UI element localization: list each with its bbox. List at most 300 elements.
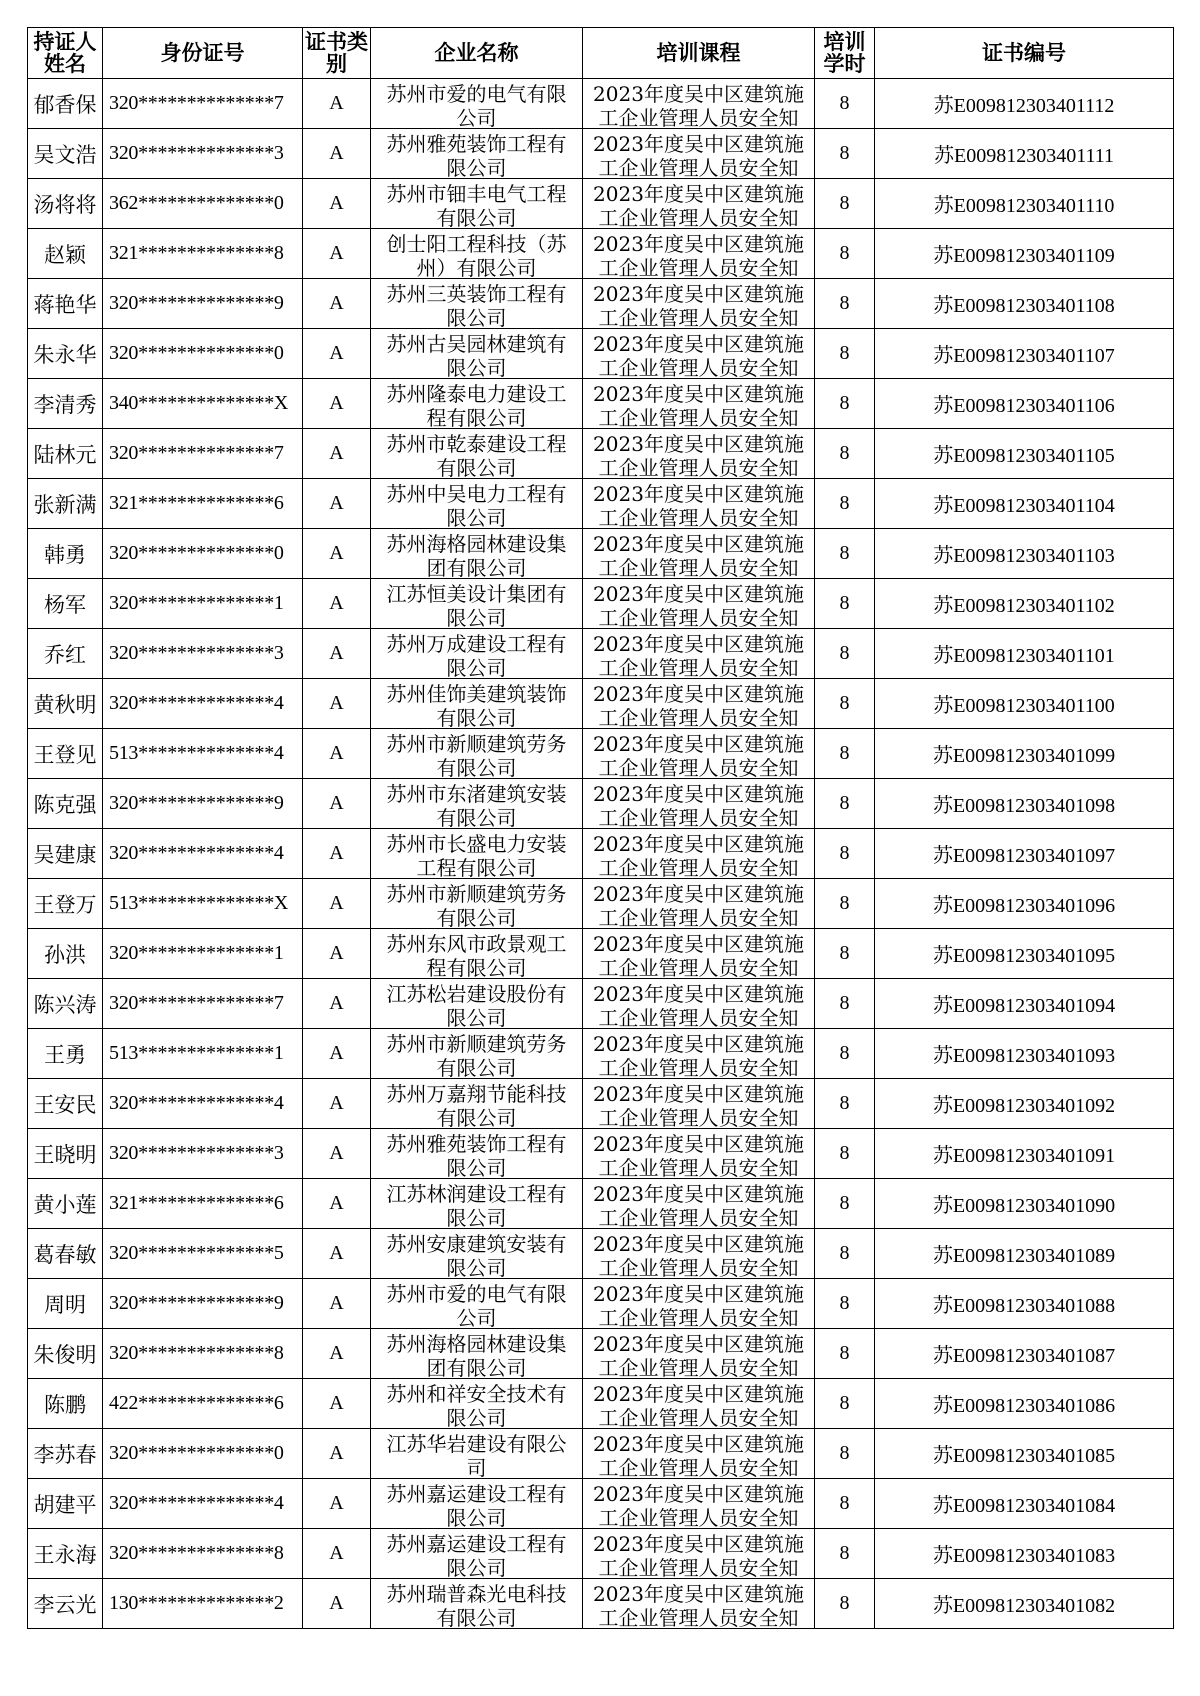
- id-number-cell: 320**************7: [103, 429, 303, 479]
- hours-cell: 8: [815, 379, 875, 429]
- id-number-cell: 320**************4: [103, 1079, 303, 1129]
- holder-name-cell: 乔红: [28, 629, 103, 679]
- hours-cell: 8: [815, 1129, 875, 1179]
- id-number-cell: 320**************0: [103, 1429, 303, 1479]
- table-row: [28, 979, 1174, 1029]
- table-row: [28, 1079, 1174, 1129]
- cert-type-cell: A: [303, 1579, 371, 1629]
- table-row: [28, 529, 1174, 579]
- holder-name-cell: 陆林元: [28, 429, 103, 479]
- hours-cell: 8: [815, 929, 875, 979]
- company-text: 江苏松岩建设股份有限公司: [386, 981, 567, 1028]
- company-text: 苏州市爱的电气有限公司: [386, 1281, 567, 1328]
- course-cell: [583, 679, 815, 729]
- id-number-cell: 320**************3: [103, 1129, 303, 1179]
- course-cell: [583, 329, 815, 379]
- cert-type-cell: A: [303, 1229, 371, 1279]
- holder-name-cell: 王登万: [28, 879, 103, 929]
- company-cell: [371, 579, 583, 629]
- table-row: [28, 629, 1174, 679]
- company-cell: [371, 679, 583, 729]
- hours-cell: 8: [815, 79, 875, 129]
- hours-cell: 8: [815, 1179, 875, 1229]
- course-cell: [583, 1129, 815, 1179]
- course-cell: [583, 429, 815, 479]
- course-text: 2023年度吴中区建筑施工企业管理人员安全知: [593, 181, 804, 228]
- hours-cell: 8: [815, 1429, 875, 1479]
- course-cell: [583, 1529, 815, 1579]
- id-number-cell: 513**************4: [103, 729, 303, 779]
- cert-type-cell: A: [303, 1179, 371, 1229]
- company-cell: [371, 1279, 583, 1329]
- course-text: 2023年度吴中区建筑施工企业管理人员安全知: [593, 1031, 804, 1078]
- cert-type-cell: A: [303, 779, 371, 829]
- cert-number-cell: 苏E009812303401106: [875, 379, 1174, 429]
- id-number-cell: 320**************3: [103, 129, 303, 179]
- holder-name-cell: 郁香保: [28, 79, 103, 129]
- table-row: [28, 379, 1174, 429]
- hours-cell: 8: [815, 979, 875, 1029]
- company-cell: [371, 629, 583, 679]
- course-text: 2023年度吴中区建筑施工企业管理人员安全知: [593, 1431, 804, 1478]
- table-body: [28, 79, 1174, 1629]
- company-text: 苏州市爱的电气有限公司: [386, 81, 567, 128]
- cert-type-cell: A: [303, 229, 371, 279]
- course-text: 2023年度吴中区建筑施工企业管理人员安全知: [593, 581, 804, 628]
- company-text: 江苏华岩建设有限公司: [386, 1431, 567, 1478]
- holder-name-cell: 葛春敏: [28, 1229, 103, 1279]
- company-text: 苏州万成建设工程有限公司: [386, 631, 567, 678]
- table-row: [28, 679, 1174, 729]
- cert-number-cell: 苏E009812303401109: [875, 229, 1174, 279]
- company-cell: [371, 929, 583, 979]
- course-text: 2023年度吴中区建筑施工企业管理人员安全知: [593, 931, 804, 978]
- company-cell: [371, 279, 583, 329]
- table-row: [28, 1179, 1174, 1229]
- id-number-cell: 320**************0: [103, 329, 303, 379]
- id-number-cell: 422**************6: [103, 1379, 303, 1429]
- cert-number-cell: 苏E009812303401092: [875, 1079, 1174, 1129]
- course-cell: [583, 79, 815, 129]
- course-text: 2023年度吴中区建筑施工企业管理人员安全知: [593, 1531, 804, 1578]
- course-cell: [583, 1429, 815, 1479]
- company-text: 苏州市东渚建筑安装有限公司: [386, 781, 567, 828]
- table-row: [28, 779, 1174, 829]
- id-number-cell: 320**************4: [103, 1479, 303, 1529]
- table-row: [28, 1229, 1174, 1279]
- company-cell: [371, 229, 583, 279]
- table-row: [28, 1329, 1174, 1379]
- hours-cell: 8: [815, 279, 875, 329]
- course-cell: [583, 1479, 815, 1529]
- id-number-cell: 321**************6: [103, 479, 303, 529]
- hours-cell: 8: [815, 1079, 875, 1129]
- company-text: 苏州和祥安全技术有限公司: [386, 1381, 567, 1428]
- id-number-cell: 320**************3: [103, 629, 303, 679]
- table-row: [28, 729, 1174, 779]
- cert-number-cell: 苏E009812303401086: [875, 1379, 1174, 1429]
- company-text: 苏州市钿丰电气工程有限公司: [386, 181, 567, 228]
- cert-number-cell: 苏E009812303401100: [875, 679, 1174, 729]
- course-text: 2023年度吴中区建筑施工企业管理人员安全知: [593, 131, 804, 178]
- company-cell: [371, 879, 583, 929]
- cert-type-cell: A: [303, 879, 371, 929]
- cert-type-cell: A: [303, 379, 371, 429]
- cert-number-cell: 苏E009812303401111: [875, 129, 1174, 179]
- id-number-cell: 320**************5: [103, 1229, 303, 1279]
- company-cell: [371, 479, 583, 529]
- hours-cell: 8: [815, 179, 875, 229]
- course-text: 2023年度吴中区建筑施工企业管理人员安全知: [593, 1281, 804, 1328]
- cert-type-cell: A: [303, 1029, 371, 1079]
- header-id-number: 身份证号: [103, 28, 303, 79]
- header-cert-type: 证书类别: [303, 28, 371, 79]
- company-text: 苏州海格园林建设集团有限公司: [386, 531, 567, 578]
- course-text: 2023年度吴中区建筑施工企业管理人员安全知: [593, 481, 804, 528]
- company-cell: [371, 1579, 583, 1629]
- id-number-cell: 320**************8: [103, 1329, 303, 1379]
- company-text: 苏州嘉运建设工程有限公司: [386, 1531, 567, 1578]
- hours-cell: 8: [815, 329, 875, 379]
- cert-type-cell: A: [303, 1129, 371, 1179]
- company-cell: [371, 529, 583, 579]
- table-row: [28, 1279, 1174, 1329]
- hours-cell: 8: [815, 1029, 875, 1079]
- company-cell: [371, 1029, 583, 1079]
- holder-name-cell: 陈克强: [28, 779, 103, 829]
- holder-name-cell: 吴文浩: [28, 129, 103, 179]
- cert-number-cell: 苏E009812303401095: [875, 929, 1174, 979]
- course-cell: [583, 879, 815, 929]
- course-cell: [583, 929, 815, 979]
- company-text: 苏州市新顺建筑劳务有限公司: [386, 731, 567, 778]
- company-cell: [371, 1329, 583, 1379]
- company-cell: [371, 829, 583, 879]
- company-text: 江苏恒美设计集团有限公司: [386, 581, 567, 628]
- cert-number-cell: 苏E009812303401084: [875, 1479, 1174, 1529]
- cert-type-cell: A: [303, 1279, 371, 1329]
- company-text: 苏州中吴电力工程有限公司: [386, 481, 567, 528]
- course-text: 2023年度吴中区建筑施工企业管理人员安全知: [593, 981, 804, 1028]
- course-cell: [583, 229, 815, 279]
- company-text: 苏州市新顺建筑劳务有限公司: [386, 881, 567, 928]
- company-text: 苏州市新顺建筑劳务有限公司: [386, 1031, 567, 1078]
- cert-number-cell: 苏E009812303401110: [875, 179, 1174, 229]
- cert-number-cell: 苏E009812303401085: [875, 1429, 1174, 1479]
- hours-cell: 8: [815, 479, 875, 529]
- cert-number-cell: 苏E009812303401097: [875, 829, 1174, 879]
- company-cell: [371, 79, 583, 129]
- hours-cell: 8: [815, 1329, 875, 1379]
- cert-type-cell: A: [303, 1429, 371, 1479]
- course-cell: [583, 1379, 815, 1429]
- cert-number-cell: 苏E009812303401088: [875, 1279, 1174, 1329]
- holder-name-cell: 王勇: [28, 1029, 103, 1079]
- company-cell: [371, 329, 583, 379]
- table-row: [28, 829, 1174, 879]
- table-row: [28, 1529, 1174, 1579]
- course-cell: [583, 1279, 815, 1329]
- course-text: 2023年度吴中区建筑施工企业管理人员安全知: [593, 781, 804, 828]
- company-cell: [371, 1429, 583, 1479]
- course-text: 2023年度吴中区建筑施工企业管理人员安全知: [593, 1081, 804, 1128]
- cert-type-cell: A: [303, 279, 371, 329]
- course-cell: [583, 1229, 815, 1279]
- cert-type-cell: A: [303, 1479, 371, 1529]
- company-cell: [371, 1479, 583, 1529]
- holder-name-cell: 黄秋明: [28, 679, 103, 729]
- holder-name-cell: 孙洪: [28, 929, 103, 979]
- company-text: 苏州安康建筑安装有限公司: [386, 1231, 567, 1278]
- table-row: [28, 429, 1174, 479]
- table-row: [28, 179, 1174, 229]
- hours-cell: 8: [815, 529, 875, 579]
- holder-name-cell: 黄小莲: [28, 1179, 103, 1229]
- table-row: [28, 1129, 1174, 1179]
- table-row: [28, 279, 1174, 329]
- id-number-cell: 340**************X: [103, 379, 303, 429]
- hours-cell: 8: [815, 1279, 875, 1329]
- id-number-cell: 320**************0: [103, 529, 303, 579]
- course-cell: [583, 629, 815, 679]
- cert-type-cell: A: [303, 179, 371, 229]
- cert-number-cell: 苏E009812303401094: [875, 979, 1174, 1029]
- hours-cell: 8: [815, 879, 875, 929]
- hours-cell: 8: [815, 129, 875, 179]
- cert-type-cell: A: [303, 1529, 371, 1579]
- cert-type-cell: A: [303, 629, 371, 679]
- course-text: 2023年度吴中区建筑施工企业管理人员安全知: [593, 1231, 804, 1278]
- course-cell: [583, 1329, 815, 1379]
- cert-number-cell: 苏E009812303401101: [875, 629, 1174, 679]
- holder-name-cell: 李云光: [28, 1579, 103, 1629]
- holder-name-cell: 陈兴涛: [28, 979, 103, 1029]
- company-text: 苏州雅苑装饰工程有限公司: [386, 131, 567, 178]
- company-text: 苏州三英装饰工程有限公司: [386, 281, 567, 328]
- cert-type-cell: A: [303, 529, 371, 579]
- cert-number-cell: 苏E009812303401083: [875, 1529, 1174, 1579]
- course-text: 2023年度吴中区建筑施工企业管理人员安全知: [593, 531, 804, 578]
- company-text: 苏州东风市政景观工程有限公司: [386, 931, 567, 978]
- cert-number-cell: 苏E009812303401087: [875, 1329, 1174, 1379]
- id-number-cell: 320**************1: [103, 929, 303, 979]
- cert-number-cell: 苏E009812303401093: [875, 1029, 1174, 1079]
- course-text: 2023年度吴中区建筑施工企业管理人员安全知: [593, 1331, 804, 1378]
- hours-cell: 8: [815, 829, 875, 879]
- course-text: 2023年度吴中区建筑施工企业管理人员安全知: [593, 1131, 804, 1178]
- company-text: 苏州隆泰电力建设工程有限公司: [386, 381, 567, 428]
- course-cell: [583, 579, 815, 629]
- holder-name-cell: 王永海: [28, 1529, 103, 1579]
- id-number-cell: 320**************9: [103, 279, 303, 329]
- course-cell: [583, 529, 815, 579]
- course-text: 2023年度吴中区建筑施工企业管理人员安全知: [593, 331, 804, 378]
- table-row: [28, 229, 1174, 279]
- cert-number-cell: 苏E009812303401082: [875, 1579, 1174, 1629]
- header-company: 企业名称: [371, 28, 583, 79]
- cert-number-cell: 苏E009812303401103: [875, 529, 1174, 579]
- company-cell: [371, 729, 583, 779]
- company-cell: [371, 1379, 583, 1429]
- cert-number-cell: 苏E009812303401102: [875, 579, 1174, 629]
- id-number-cell: 320**************1: [103, 579, 303, 629]
- hours-cell: 8: [815, 229, 875, 279]
- company-text: 苏州佳饰美建筑装饰有限公司: [386, 681, 567, 728]
- company-text: 创士阳工程科技（苏州）有限公司: [386, 231, 567, 278]
- holder-name-cell: 蒋艳华: [28, 279, 103, 329]
- hours-cell: 8: [815, 1379, 875, 1429]
- id-number-cell: 321**************6: [103, 1179, 303, 1229]
- course-cell: [583, 1179, 815, 1229]
- cert-type-cell: A: [303, 329, 371, 379]
- company-cell: [371, 429, 583, 479]
- cert-type-cell: A: [303, 479, 371, 529]
- cert-type-cell: A: [303, 979, 371, 1029]
- table-row: [28, 1479, 1174, 1529]
- course-cell: [583, 829, 815, 879]
- company-text: 苏州雅苑装饰工程有限公司: [386, 1131, 567, 1178]
- cert-type-cell: A: [303, 929, 371, 979]
- hours-cell: 8: [815, 679, 875, 729]
- course-cell: [583, 779, 815, 829]
- company-text: 苏州古吴园林建筑有限公司: [386, 331, 567, 378]
- course-cell: [583, 279, 815, 329]
- company-text: 苏州瑞普森光电科技有限公司: [386, 1581, 567, 1628]
- company-text: 苏州市长盛电力安装工程有限公司: [386, 831, 567, 878]
- cert-number-cell: 苏E009812303401104: [875, 479, 1174, 529]
- id-number-cell: 320**************7: [103, 979, 303, 1029]
- course-text: 2023年度吴中区建筑施工企业管理人员安全知: [593, 431, 804, 478]
- table-row: [28, 579, 1174, 629]
- id-number-cell: 513**************1: [103, 1029, 303, 1079]
- hours-cell: 8: [815, 1579, 875, 1629]
- holder-name-cell: 周明: [28, 1279, 103, 1329]
- company-cell: [371, 1179, 583, 1229]
- course-text: 2023年度吴中区建筑施工企业管理人员安全知: [593, 231, 804, 278]
- id-number-cell: 362**************0: [103, 179, 303, 229]
- holder-name-cell: 王登见: [28, 729, 103, 779]
- holder-name-cell: 胡建平: [28, 1479, 103, 1529]
- id-number-cell: 320**************7: [103, 79, 303, 129]
- holder-name-cell: 韩勇: [28, 529, 103, 579]
- holder-name-cell: 李苏春: [28, 1429, 103, 1479]
- company-text: 苏州嘉运建设工程有限公司: [386, 1481, 567, 1528]
- cert-type-cell: A: [303, 1079, 371, 1129]
- id-number-cell: 320**************9: [103, 779, 303, 829]
- cert-type-cell: A: [303, 829, 371, 879]
- id-number-cell: 320**************4: [103, 829, 303, 879]
- table-header-row: [28, 28, 1174, 79]
- course-text: 2023年度吴中区建筑施工企业管理人员安全知: [593, 831, 804, 878]
- course-cell: [583, 1029, 815, 1079]
- course-text: 2023年度吴中区建筑施工企业管理人员安全知: [593, 281, 804, 328]
- cert-type-cell: A: [303, 729, 371, 779]
- cert-type-cell: A: [303, 579, 371, 629]
- company-text: 苏州万嘉翔节能科技有限公司: [386, 1081, 567, 1128]
- id-number-cell: 320**************9: [103, 1279, 303, 1329]
- holder-name-cell: 李清秀: [28, 379, 103, 429]
- holder-name-cell: 赵颖: [28, 229, 103, 279]
- cert-number-cell: 苏E009812303401112: [875, 79, 1174, 129]
- holder-name-cell: 张新满: [28, 479, 103, 529]
- table-row: [28, 79, 1174, 129]
- course-text: 2023年度吴中区建筑施工企业管理人员安全知: [593, 631, 804, 678]
- table-row: [28, 879, 1174, 929]
- company-cell: [371, 979, 583, 1029]
- course-text: 2023年度吴中区建筑施工企业管理人员安全知: [593, 1481, 804, 1528]
- holder-name-cell: 杨军: [28, 579, 103, 629]
- course-text: 2023年度吴中区建筑施工企业管理人员安全知: [593, 1381, 804, 1428]
- hours-cell: 8: [815, 1479, 875, 1529]
- course-text: 2023年度吴中区建筑施工企业管理人员安全知: [593, 681, 804, 728]
- cert-number-cell: 苏E009812303401090: [875, 1179, 1174, 1229]
- course-cell: [583, 129, 815, 179]
- hours-cell: 8: [815, 579, 875, 629]
- course-text: 2023年度吴中区建筑施工企业管理人员安全知: [593, 1181, 804, 1228]
- header-hours: 培训学时: [815, 28, 875, 79]
- company-cell: [371, 179, 583, 229]
- header-course: 培训课程: [583, 28, 815, 79]
- course-text: 2023年度吴中区建筑施工企业管理人员安全知: [593, 881, 804, 928]
- cert-number-cell: 苏E009812303401105: [875, 429, 1174, 479]
- company-cell: [371, 1079, 583, 1129]
- company-cell: [371, 779, 583, 829]
- table-row: [28, 129, 1174, 179]
- certificate-list-page: [27, 27, 1173, 1629]
- table-row: [28, 329, 1174, 379]
- course-cell: [583, 179, 815, 229]
- company-cell: [371, 1129, 583, 1179]
- cert-type-cell: A: [303, 1329, 371, 1379]
- cert-number-cell: 苏E009812303401108: [875, 279, 1174, 329]
- company-cell: [371, 129, 583, 179]
- cert-number-cell: 苏E009812303401089: [875, 1229, 1174, 1279]
- header-cert-number: 证书编号: [875, 28, 1174, 79]
- table-row: [28, 1429, 1174, 1479]
- certificate-table: [27, 27, 1174, 1629]
- course-text: 2023年度吴中区建筑施工企业管理人员安全知: [593, 731, 804, 778]
- id-number-cell: 513**************X: [103, 879, 303, 929]
- holder-name-cell: 王晓明: [28, 1129, 103, 1179]
- holder-name-cell: 吴建康: [28, 829, 103, 879]
- course-text: 2023年度吴中区建筑施工企业管理人员安全知: [593, 1581, 804, 1628]
- company-cell: [371, 1229, 583, 1279]
- course-cell: [583, 979, 815, 1029]
- course-cell: [583, 479, 815, 529]
- company-text: 苏州市乾泰建设工程有限公司: [386, 431, 567, 478]
- hours-cell: 8: [815, 1529, 875, 1579]
- holder-name-cell: 王安民: [28, 1079, 103, 1129]
- cert-number-cell: 苏E009812303401107: [875, 329, 1174, 379]
- hours-cell: 8: [815, 779, 875, 829]
- holder-name-cell: 汤将将: [28, 179, 103, 229]
- cert-number-cell: 苏E009812303401096: [875, 879, 1174, 929]
- company-text: 江苏林润建设工程有限公司: [386, 1181, 567, 1228]
- hours-cell: 8: [815, 1229, 875, 1279]
- table-row: [28, 479, 1174, 529]
- cert-number-cell: 苏E009812303401091: [875, 1129, 1174, 1179]
- holder-name-cell: 朱永华: [28, 329, 103, 379]
- holder-name-cell: 陈鹏: [28, 1379, 103, 1429]
- cert-type-cell: A: [303, 79, 371, 129]
- company-text: 苏州海格园林建设集团有限公司: [386, 1331, 567, 1378]
- cert-number-cell: 苏E009812303401099: [875, 729, 1174, 779]
- table-row: [28, 1029, 1174, 1079]
- id-number-cell: 130**************2: [103, 1579, 303, 1629]
- company-cell: [371, 379, 583, 429]
- course-cell: [583, 729, 815, 779]
- id-number-cell: 320**************4: [103, 679, 303, 729]
